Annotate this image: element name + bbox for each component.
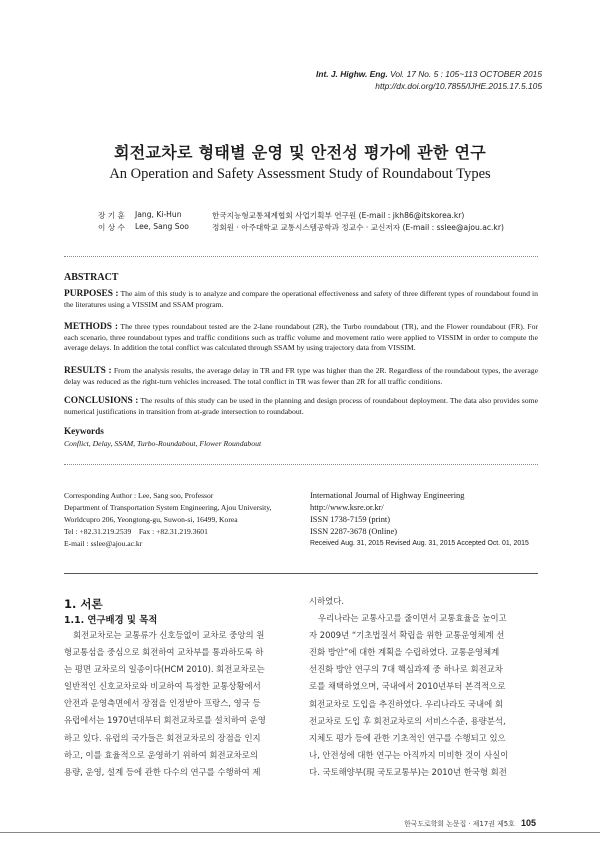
body-line: 용량, 운영, 설계 등에 관한 다수의 연구를 수행하여 제: [64, 766, 261, 777]
abstract-purposes: [64, 289, 538, 310]
author-2-affiliation: 정회원 · 아주대학교 교통시스템공학과 정교수 · 교신저자 (E-mail : sslee@ajou.ac.kr): [212, 223, 504, 232]
journal-name: International Journal of Highway Engineering: [310, 491, 465, 500]
body-right-column: [309, 593, 539, 781]
conclusions-label: CONCLUSIONS :: [64, 396, 139, 406]
section-heading-1-1: 1.1. 연구배경 및 목적: [64, 615, 158, 626]
body-line: 다. 국토해양부(現 국토교통부)는 2010년 한국형 회전: [309, 766, 507, 777]
corr-line-3: Worldcupro 206, Yeongtong-gu, Suwon-si, 16499, Korea: [64, 515, 238, 524]
purposes-text: The aim of this study is to analyze and compare the operational effectiveness and safety of three different types of roundabout found in the literatures using a VISSIM and SSAM program.: [64, 289, 538, 309]
issn-print: ISSN 1738-7159 (print): [310, 515, 391, 524]
body-line: 지체도 평가 등에 관한 기초적인 연구를 수행되고 있으: [309, 732, 506, 743]
revised-date: Aug. 31, 2015: [412, 540, 456, 547]
journal-info-block: [310, 490, 540, 550]
journal-issue: Vol. 17 No. 5 : 105~113 OCTOBER 2015: [390, 69, 542, 79]
purposes-label: PURPOSES :: [64, 289, 119, 299]
methods-label: METHODS :: [64, 322, 118, 332]
keywords-heading: Keywords: [64, 426, 104, 436]
corr-line-5: E-mail : sslee@ajou.ac.kr: [64, 539, 143, 548]
body-line: 회전교차로 도입을 추진하였다. 우리나라도 국내에 회: [309, 698, 503, 709]
journal-url[interactable]: http://www.ksre.or.kr/: [310, 503, 384, 512]
accepted-date: Oct. 01, 2015: [487, 540, 529, 547]
body-left-column: [64, 627, 294, 781]
body-line: 우리나라는 교통사고를 줄이면서 교통효율을 높이고: [318, 613, 507, 624]
body-line: 일반적인 신호교차로와 비교하여 특정한 교통상황에서: [64, 681, 261, 692]
received-date: Aug. 31, 2015: [340, 540, 384, 547]
methods-text: The three types roundabout tested are the 2-lane roundabout (2R), the Turbo roundabout (TR), and the Flower roundabout (FR). For each scenario, three roundabout types and traffic conditions such as traffic volume and movement ratio were applied to VISSIM in order to compute the average delays. In addition the total conflict was calculated through SSAM by using trajectory data from VISSIM.: [64, 322, 538, 353]
conclusions-text: The results of this study can be used in the planning and design process of roundabout deployment. The data also provides some numerical justifications in transition from at-grade intersection to roundabout.: [64, 396, 538, 416]
abstract-heading: ABSTRACT: [64, 272, 119, 283]
divider-middle: [64, 464, 538, 465]
body-line: 전교차로 도입 후 회전교차로의 서비스수준, 용량분석,: [309, 715, 506, 726]
title-english: An Operation and Safety Assessment Study of Roundabout Types: [109, 166, 491, 182]
revised-label: Revised: [385, 540, 411, 547]
body-line: 선진화 방안 연구의 7대 핵심과제 중 하나로 회전교차: [309, 664, 503, 675]
title-korean: 회전교차로 형태별 운영 및 안전성 평가에 관한 연구: [114, 143, 486, 162]
journal-citation: [316, 69, 542, 79]
body-line: 시하였다.: [309, 596, 345, 606]
results-label: RESULTS :: [64, 366, 112, 376]
body-line: 회전교차로는 교통류가 신호등없이 교차로 중앙의 원: [73, 630, 265, 640]
body-line: 하고, 이를 효율적으로 운영하기 위하여 회전교차로의: [64, 749, 258, 760]
body-line: 하고 있다. 유럽의 국가들은 회전교차로의 장점을 인지: [64, 732, 261, 743]
author-2-name-ko: 이 상 수: [98, 223, 125, 232]
body-line: 로를 채택하였으며, 국내에서 2010년부터 본격적으로: [309, 681, 506, 692]
received-label: Received: [310, 540, 339, 547]
footer-rule: [0, 832, 600, 833]
body-line: 안전과 운영측면에서 장점을 인정받아 프랑스, 영국 등: [64, 698, 261, 709]
page-footer: [404, 818, 536, 828]
body-line: 자 2009년 “기초법질서 확립을 위한 교통운영체계 선: [309, 630, 505, 641]
divider-top: [64, 256, 538, 257]
section-heading-1: 1. 서론: [64, 597, 103, 611]
accepted-label: Accepted: [456, 540, 486, 547]
abstract-methods: [64, 322, 538, 354]
divider-body: [64, 573, 538, 574]
body-line: 진화 방안”에 대한 계획을 수립하였다. 교통운영체계: [309, 647, 500, 658]
body-line: 는 평면 교차로의 일종이다(HCM 2010). 회전교차로는: [64, 664, 265, 675]
results-text: From the analysis results, the average delay in TR and FR type was higher than the 2R. Regardless of the roundabout types, the average delay was reduced as the right-turn vehicles increased. The total conflict in TR was fewer than 2R for all traffic conditions.: [64, 366, 538, 386]
doi-link[interactable]: http://dx.doi.org/10.7855/IJHE.2015.17.5.105: [375, 81, 542, 91]
body-line: 형교통섬을 중심으로 회전하여 교차부를 통과하도록 하: [64, 647, 264, 658]
keywords-text: Conflict, Delay, SSAM, Turbo-Roundabout, Flower Roundabout: [64, 439, 262, 448]
corr-line-1: Corresponding Author : Lee, Sang soo, Professor: [64, 491, 214, 500]
author-1-name-ko: 장 기 훈: [98, 211, 125, 220]
footer-journal: 한국도로학회 논문집 · 제17권 제5호: [404, 820, 515, 828]
correspondence-block: [64, 490, 302, 550]
journal-abbrev: Int. J. Highw. Eng.: [316, 69, 388, 79]
body-line: 유럽에서는 1970년대부터 회전교차로를 설치하여 운영: [64, 715, 266, 726]
body-line: 나, 안전성에 대한 연구는 아직까지 미비한 것이 사실이: [309, 749, 509, 760]
author-2-name-en: Lee, Sang Soo: [135, 222, 189, 231]
abstract-conclusions: [64, 396, 538, 417]
issn-online: ISSN 2287-3678 (Online): [310, 527, 398, 536]
author-1-affiliation: 한국지능형교통체계협회 사업기획부 연구원 (E-mail : jkh86@itskorea.kr): [212, 211, 465, 220]
author-1-name-en: Jang, Ki-Hun: [135, 210, 182, 219]
article-dates: [310, 538, 540, 550]
abstract-results: [64, 366, 538, 387]
page-number: 105: [520, 818, 536, 828]
corr-line-2: Department of Transportation System Engineering, Ajou University,: [64, 503, 272, 512]
corr-line-4: Tel : +82.31.219.2539 Fax : +82.31.219.3601: [64, 527, 208, 536]
